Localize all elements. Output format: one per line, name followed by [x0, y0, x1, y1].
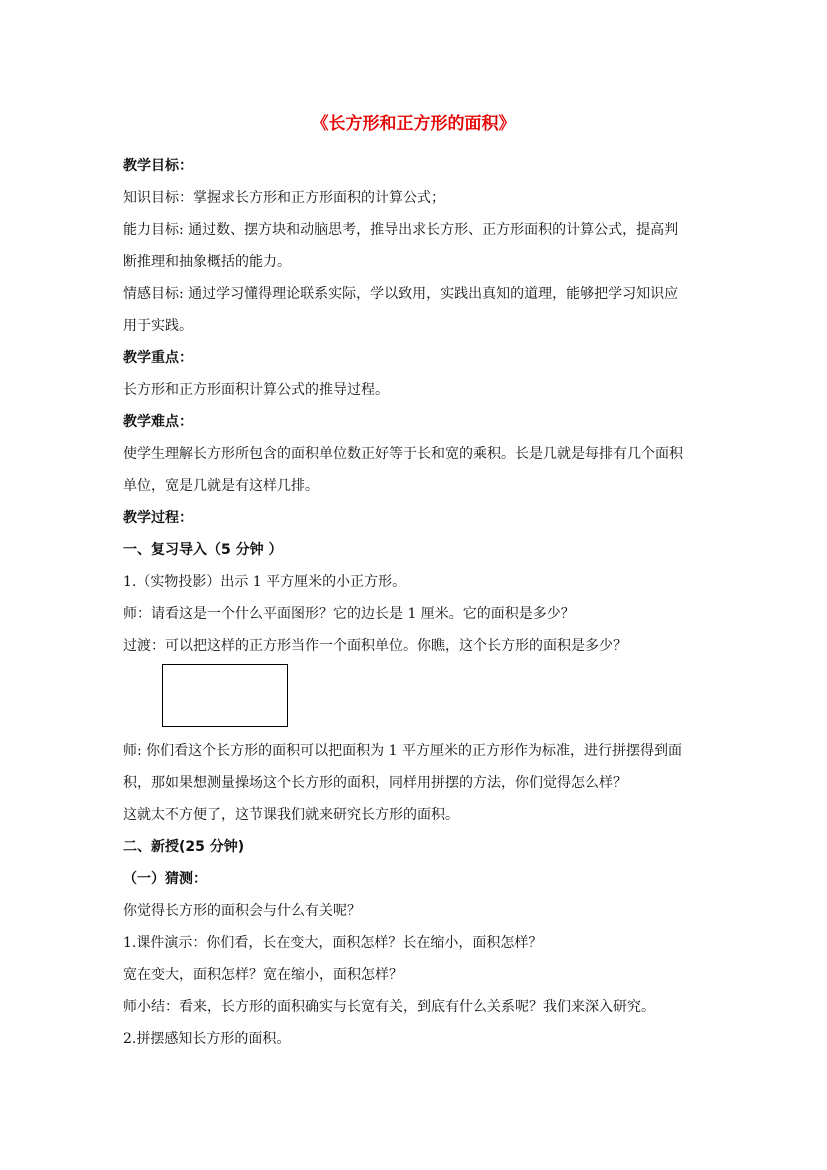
sub1-summary: 师小结：看来，长方形的面积确实与长宽有关，到底有什么关系呢？我们来深入研究。: [123, 999, 655, 1015]
sub1-heading: （一）猜测：: [123, 871, 207, 887]
p1-teacher: 师：请看这是一个什么平面图形？它的边长是 1 厘米。它的面积是多少？: [123, 606, 575, 622]
key-heading: 教学重点：: [123, 350, 193, 366]
rectangle-figure: [162, 664, 288, 727]
goal-emotion-line2: 用于实践。: [123, 318, 193, 334]
document-body: [123, 150, 709, 1055]
goal-ability-line2: 断推理和抽象概括的能力。: [123, 254, 291, 270]
difficulty-heading: 教学难点：: [123, 414, 193, 430]
part1-heading: 一、复习导入（5 分钟 ）: [123, 542, 283, 558]
goal-ability-line1: 能力目标: 通过数、摆方块和动脑思考，推导出求长方形、正方形面积的计算公式，提高判: [123, 222, 679, 238]
document-title: 《长方形和正方形的面积》: [311, 114, 516, 134]
sub1-item2: 2.拼摆感知长方形的面积。: [123, 1031, 291, 1047]
p1-teacher2-line1: 师: 你们看这个长方形的面积可以把面积为 1 平方厘米的正方形作为标准，进行拼摆得到面: [123, 743, 682, 759]
key-text: 长方形和正方形面积计算公式的推导过程。: [123, 382, 389, 398]
difficulty-line1: 使学生理解长方形所包含的面积单位数正好等于长和宽的乘积。长是几就是每排有几个面积: [123, 446, 683, 462]
part2-heading: 二、新授(25 分钟): [123, 839, 245, 855]
goal-knowledge: 知识目标：掌握求长方形和正方形面积的计算公式；: [123, 190, 445, 206]
goal-emotion-line1: 情感目标: 通过学习懂得理论联系实际，学以致用，实践出真知的道理，能够把学习知识应: [123, 286, 679, 302]
sub1-item1: 1.课件演示：你们看，长在变大，面积怎样？长在缩小，面积怎样？: [123, 935, 543, 951]
p1-teacher2-line2: 积，那如果想测量操场这个长方形的面积，同样用拼摆的方法，你们觉得怎么样？: [123, 775, 627, 791]
p1-transition: 过渡：可以把这样的正方形当作一个面积单位。你瞧，这个长方形的面积是多少？: [123, 638, 627, 654]
difficulty-line2: 单位，宽是几就是有这样几排。: [123, 478, 319, 494]
sub1-item1b: 宽在变大，面积怎样？宽在缩小，面积怎样？: [123, 967, 403, 983]
sub1-question: 你觉得长方形的面积会与什么有关呢？: [123, 903, 361, 919]
p1-item1: 1.（实物投影）出示 1 平方厘米的小正方形。: [123, 574, 407, 590]
goals-heading: 教学目标：: [123, 158, 193, 174]
p1-conclusion: 这就太不方便了，这节课我们就来研究长方形的面积。: [123, 807, 459, 823]
process-heading: 教学过程：: [123, 510, 193, 526]
